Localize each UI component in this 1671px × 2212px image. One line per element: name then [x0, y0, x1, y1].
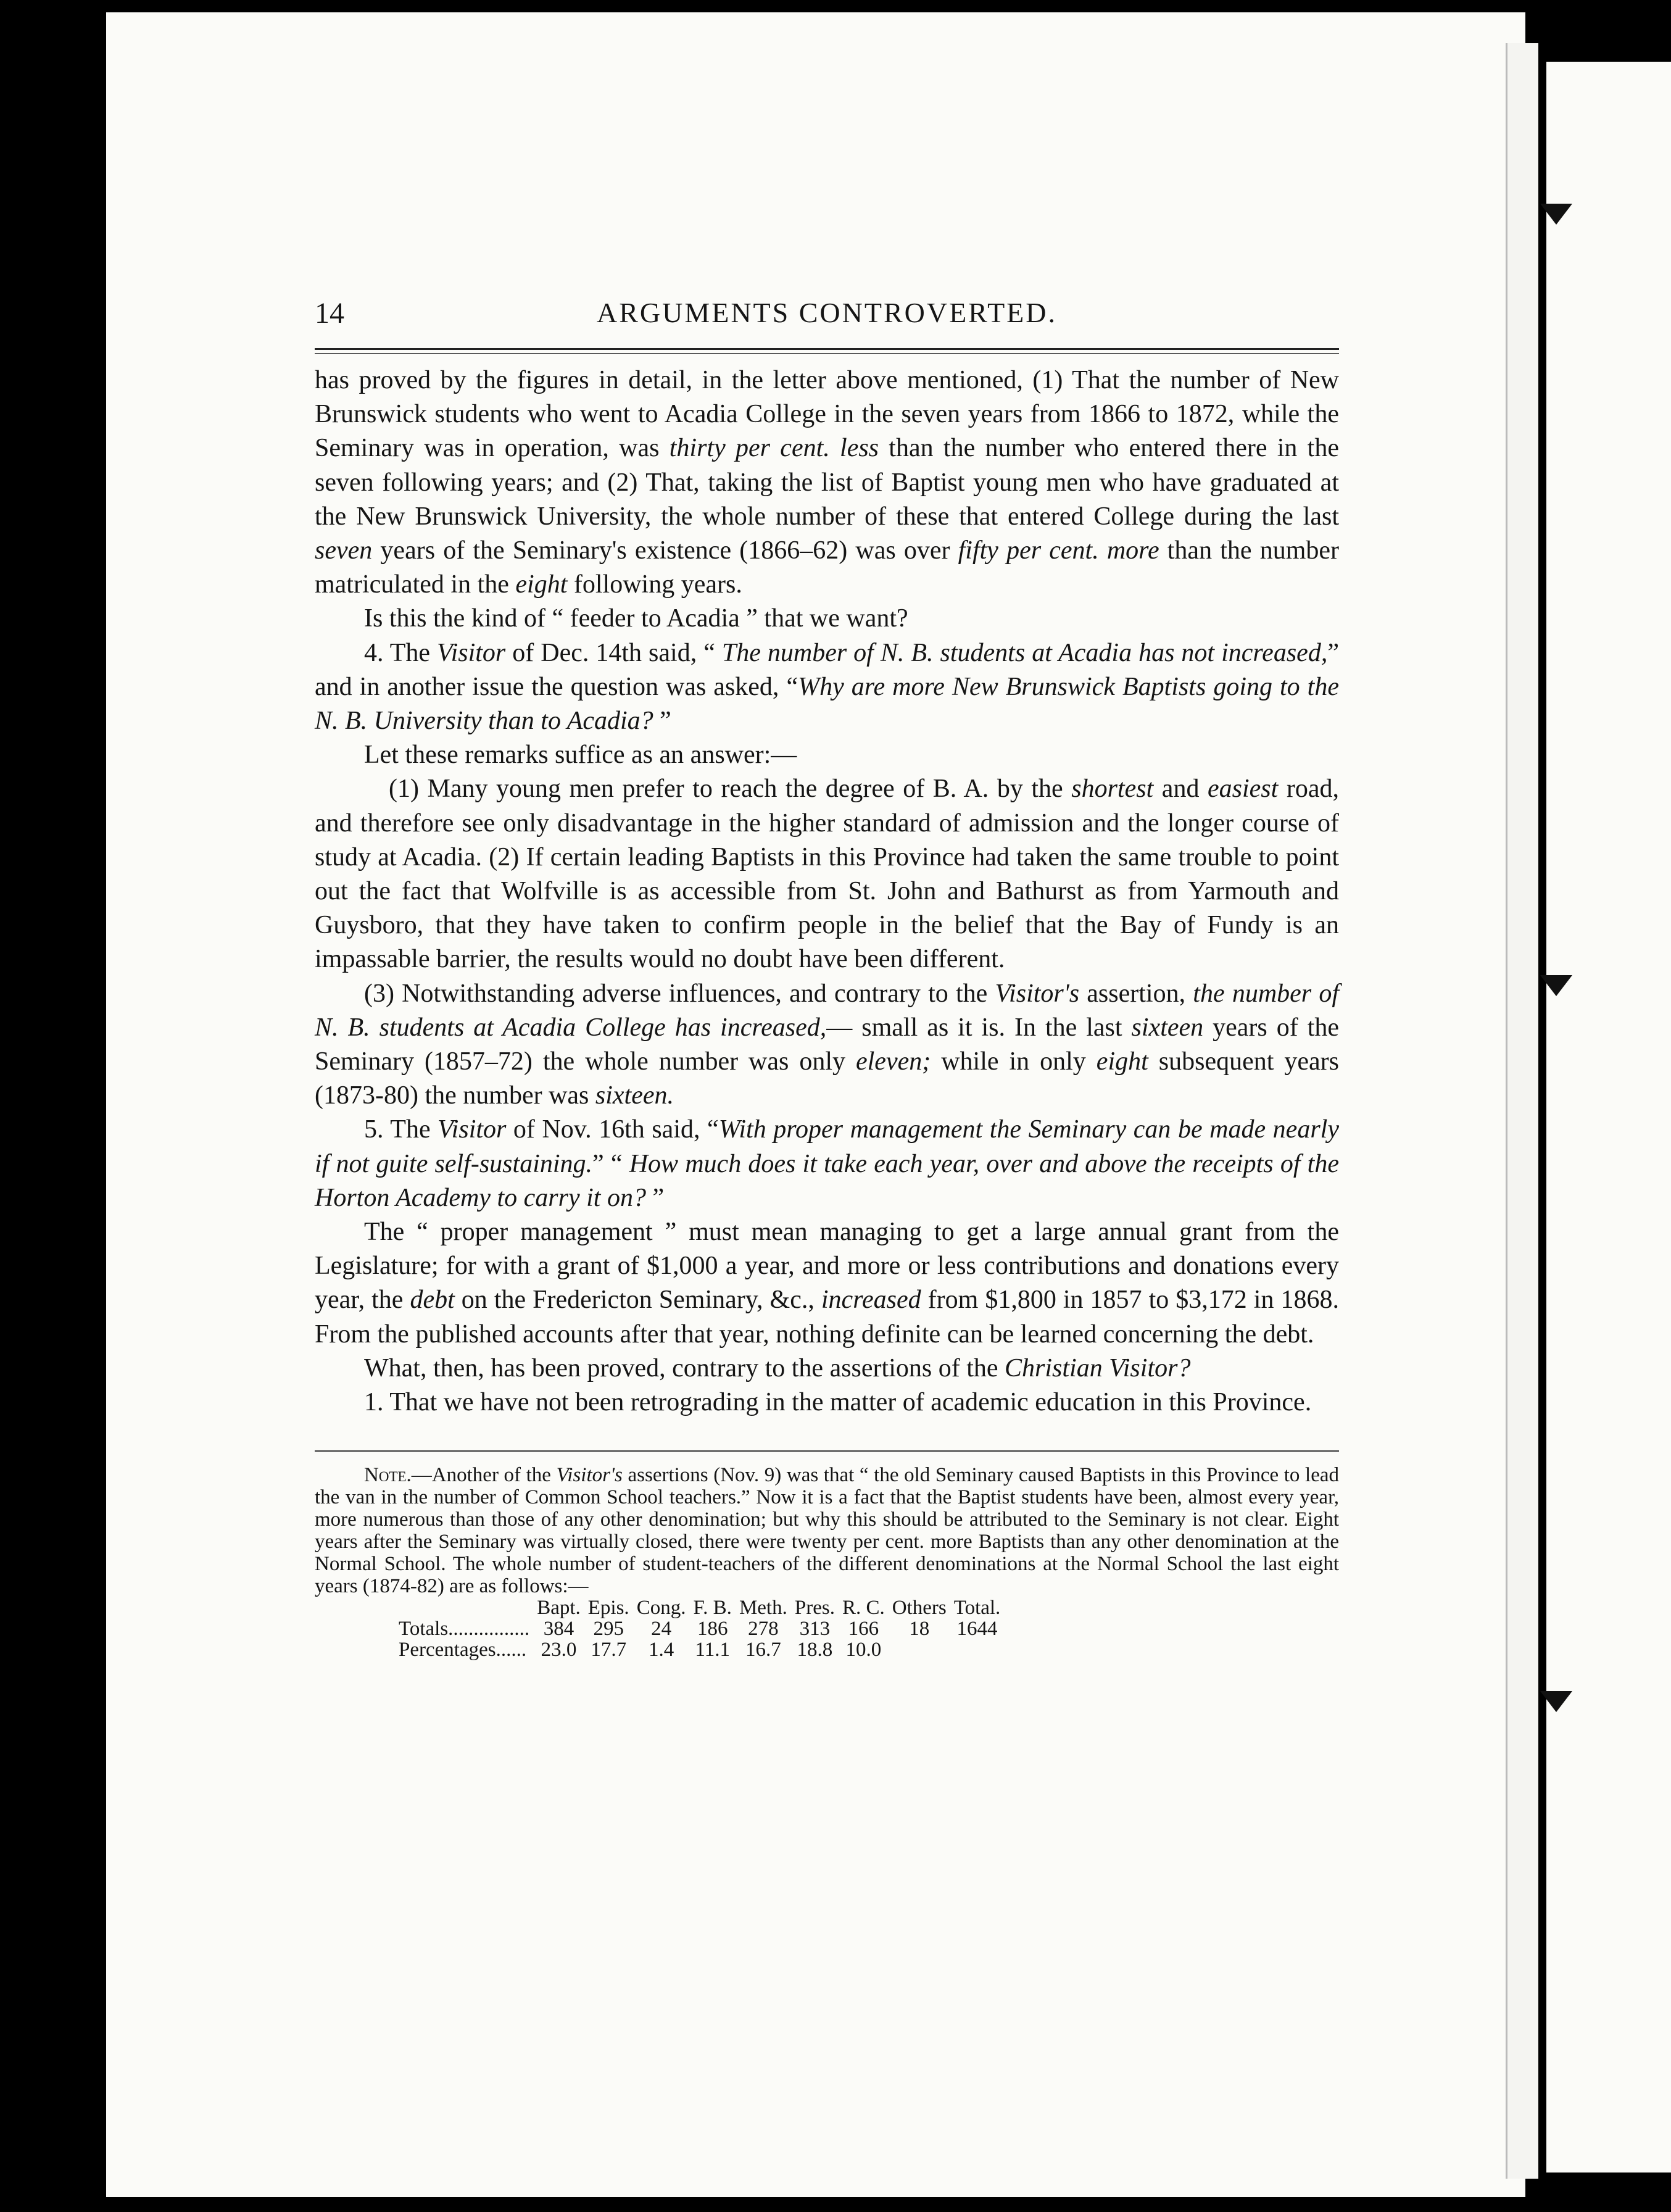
table-row: Totals................ 384 295 24 186 278 313 166 18 1644	[399, 1618, 998, 1640]
paragraph: 1. That we have not been retrograding in the matter of academic education in this Province.	[364, 1388, 1312, 1417]
page-header	[315, 296, 1339, 348]
paragraph: 4. The Visitor of Dec. 14th said, “ The number of N. B. students at Acadia has not increased,” and in another issue the question was asked, “Why are more New Brunswick Baptists going to the N. B. University than to Acadia? ”	[315, 638, 1339, 736]
margin-mark	[1540, 1691, 1572, 1712]
header-rule	[315, 348, 1339, 354]
table-row: Percentages...... 23.0 17.7 1.4 11.1 16.7 18.8 10.0	[399, 1639, 882, 1661]
table-header-row: Bapt. Epis. Cong. F. B. Meth. Pres. R. C. Others Total.	[537, 1597, 1001, 1620]
footnote-text: Note.—Another of the Visitor's assertions (Nov. 9) was that “ the old Seminary caused Baptists in this Province to lead the van in the number of Common School teachers.” Now it is a fact that the Baptist students have been, almost every year, more numerous than those of any other denomination; but why this should be attributed to the Seminary is not clear. Eight years after the Seminary was virtually closed, there were twenty per cent. more Baptists than any other denomination at the Normal School. The whole number of student-teachers of the different denominations at the Normal School the last eight years (1874-82) are as follows:—	[315, 1464, 1339, 1598]
page-edge	[1506, 43, 1538, 2179]
adjacent-page-strip	[1546, 62, 1671, 2172]
running-title: ARGUMENTS CONTROVERTED.	[596, 297, 1058, 328]
page-content	[315, 296, 1339, 1660]
footnote-rule	[315, 1450, 1339, 1452]
page-number: 14	[315, 297, 344, 330]
paragraph: (3) Notwithstanding adverse influences, and contrary to the Visitor's assertion, the number of N. B. students at Acadia College has increased,— small as it is. In the last sixteen years of the Seminary (1857–72) the whole number was only eleven; while in only eight subsequent years (1873-80) the number was sixteen.	[315, 979, 1340, 1110]
paragraph: has proved by the figures in detail, in the letter above mentioned, (1) That the number of New Brunswick students who went to Acadia College in the seven years from 1866 to 1872, while the Seminary was in operation, was thirty per cent. less than the number who entered there in the seven following years; and (2) That, taking the list of Baptist young men who have graduated at the New Brunswick University, the whole number of these that entered College during the last seven years of the Seminary's existence (1866–62) was over fifty per cent. more than the number matriculated in the eight following years.	[315, 366, 1339, 599]
denomination-table	[395, 1597, 1004, 1660]
paragraph: 5. The Visitor of Nov. 16th said, “With proper management the Seminary can be made nearly if not guite self-sustaining.” “ How much does it take each year, over and above the receipts of the Horton Academy to carry it on? ”	[315, 1115, 1339, 1212]
paragraph: (1) Many young men prefer to reach the degree of B. A. by the shortest and easiest road, and therefore see only disadvantage in the higher standard of admission and the longer course of study at Acadia. (2) If certain leading Baptists in this Province had taken the same trouble to point out the fact that Wolfville is as accessible from St. John and Bathurst as from Yarmouth and Guysboro, that they have taken to confirm people in the belief that the Bay of Fundy is an impassable barrier, the results would no doubt have been different.	[315, 775, 1339, 974]
paragraph: Let these remarks suffice as an answer:—	[364, 741, 797, 770]
paragraph: Is this the kind of “ feeder to Acadia ” that we want?	[364, 604, 908, 633]
margin-mark	[1540, 975, 1572, 996]
paragraph: What, then, has been proved, contrary to the assertions of the Christian Visitor?	[364, 1353, 1191, 1382]
margin-mark	[1540, 204, 1572, 225]
footnote	[315, 1464, 1339, 1660]
paragraph: The “ proper management ” must mean managing to get a large annual grant from the Legislature; for with a grant of $1,000 a year, and more or less contributions and donations every year, the debt on the Fredericton Seminary, &c., increased from $1,800 in 1857 to $3,172 in 1868. From the published accounts after that year, nothing definite can be learned concerning the debt.	[315, 1218, 1339, 1349]
